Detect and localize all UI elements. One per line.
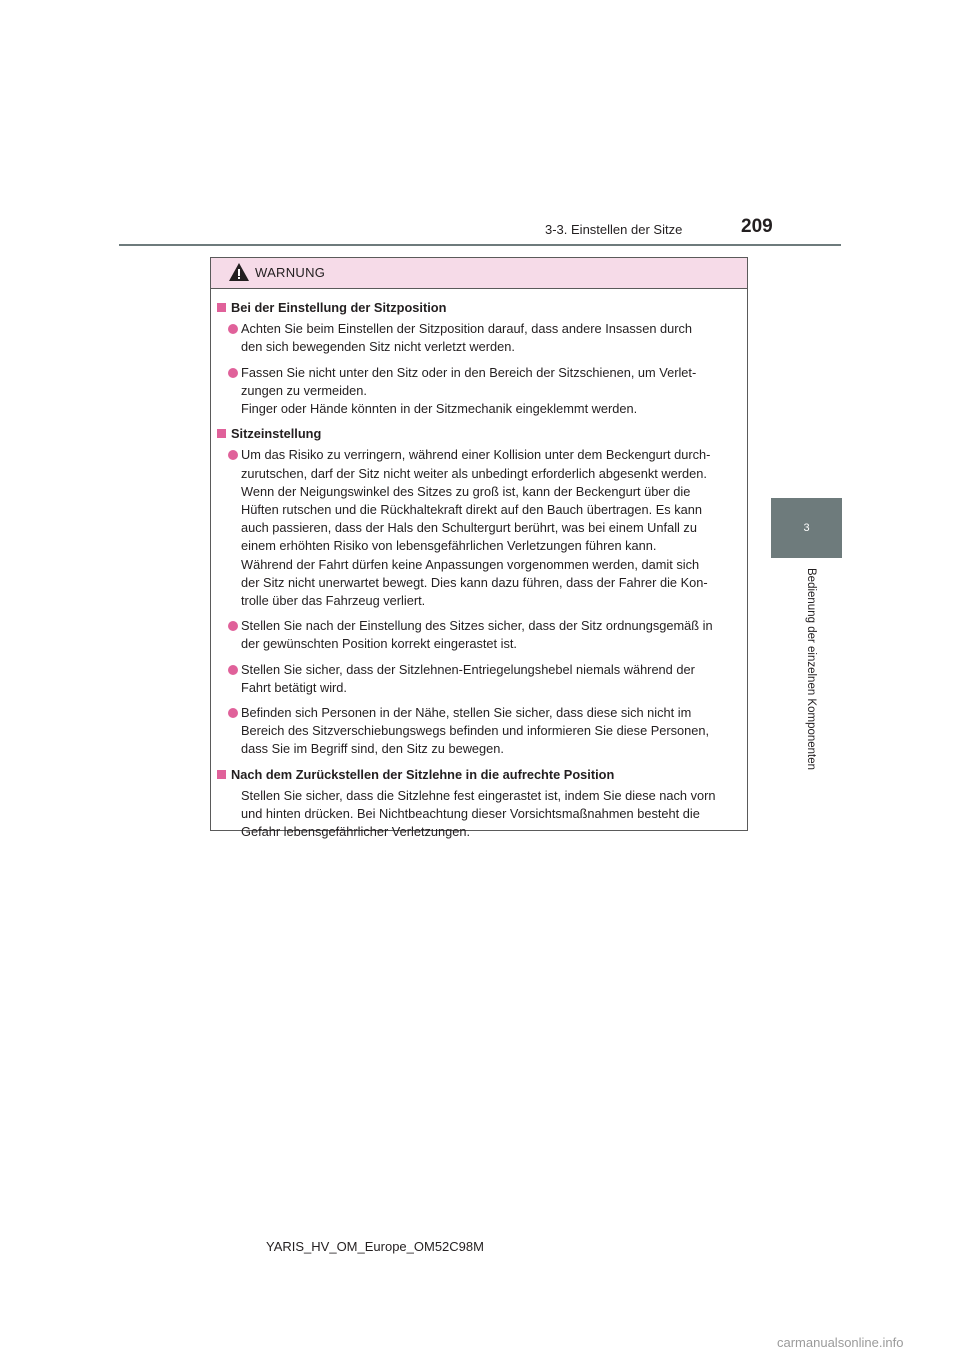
warning-bullet bbox=[216, 704, 741, 759]
section-marker-icon bbox=[217, 303, 226, 312]
text-line: Fahrt betätigt wird. bbox=[241, 679, 347, 695]
text-line: der gewünschten Position korrekt eingerastet ist. bbox=[241, 636, 517, 652]
page-number: 209 bbox=[741, 216, 773, 237]
text-line: Stellen Sie sicher, dass die Sitzlehne fest eingerastet ist, indem Sie diese nach vorn bbox=[241, 787, 716, 803]
bullet-dot-icon bbox=[228, 621, 238, 631]
warning-bullet bbox=[216, 617, 741, 653]
warning-title: WARNUNG bbox=[255, 265, 326, 280]
section-marker-icon bbox=[217, 429, 226, 438]
section-heading bbox=[216, 766, 741, 784]
section-heading-text: Nach dem Zurückstellen der Sitzlehne in die aufrechte Position bbox=[231, 766, 615, 782]
watermark: carmanualsonline.info bbox=[777, 1335, 904, 1350]
text-line: Um das Risiko zu verringern, während einer Kollision unter dem Beckengurt durch- bbox=[241, 447, 711, 463]
text-line: auch passieren, dass der Hals den Schultergurt berührt, was bei einem Unfall zu bbox=[241, 520, 697, 536]
bullet-dot-icon bbox=[228, 368, 238, 378]
warning-bullet bbox=[216, 320, 741, 356]
text-line: der Sitz nicht unerwartet bewegt. Dies kann dazu führen, dass der Fahrer die Kon- bbox=[241, 574, 708, 590]
text-line: Finger oder Hände könnten in der Sitzmechanik eingeklemmt werden. bbox=[241, 401, 638, 417]
section-heading bbox=[216, 425, 741, 443]
text-line: Gefahr lebensgefährlicher Verletzungen. bbox=[241, 824, 471, 840]
bullet-dot-icon bbox=[228, 324, 238, 334]
bullet-dot-icon bbox=[228, 450, 238, 460]
text-line: Achten Sie beim Einstellen der Sitzposition darauf, dass andere Insassen durch bbox=[241, 321, 692, 337]
text-line: den sich bewegenden Sitz nicht verletzt werden. bbox=[241, 339, 515, 355]
text-line: Während der Fahrt dürfen keine Anpassungen vorgenommen werden, damit sich bbox=[241, 556, 700, 572]
text-line: und hinten drücken. Bei Nichtbeachtung dieser Vorsichtsmaßnahmen besteht die bbox=[241, 806, 700, 822]
warning-bullet bbox=[216, 364, 741, 419]
section-paragraph bbox=[216, 787, 741, 842]
text-line: Fassen Sie nicht unter den Sitz oder in den Bereich der Sitzschienen, um Verlet- bbox=[241, 364, 697, 380]
header-divider bbox=[119, 244, 841, 246]
text-line: zurutschen, darf der Sitz nicht weiter als unbedingt erforderlich abgesenkt werden. bbox=[241, 465, 707, 481]
text-line: Befinden sich Personen in der Nähe, stellen Sie sicher, dass diese sich nicht im bbox=[241, 705, 692, 721]
bullet-dot-icon bbox=[228, 665, 238, 675]
warning-triangle-icon bbox=[228, 262, 250, 282]
section-heading bbox=[216, 299, 741, 317]
section-heading-text: Bei der Einstellung der Sitzposition bbox=[231, 300, 447, 315]
text-line: Stellen Sie nach der Einstellung des Sitzes sicher, dass der Sitz ordnungsgemäß in bbox=[241, 618, 713, 634]
warning-box bbox=[210, 257, 748, 840]
text-line: einem erhöhten Risiko von lebensgefährlichen Verletzungen führen kann. bbox=[241, 538, 657, 554]
text-line: dass Sie im Begriff sind, den Sitz zu bewegen. bbox=[241, 741, 504, 757]
warning-bullet bbox=[216, 661, 741, 697]
text-line: Bereich des Sitzverschiebungswegs befinden und informieren Sie diese Personen, bbox=[241, 723, 710, 739]
chapter-number: 3 bbox=[803, 522, 810, 534]
text-line: trolle über das Fahrzeug verliert. bbox=[241, 593, 426, 609]
text-line: Hüften rutschen und die Rückhaltekraft direkt auf den Bauch übertragen. Es kann bbox=[241, 502, 702, 518]
text-line: zungen zu vermeiden. bbox=[241, 382, 367, 398]
chapter-tab bbox=[771, 498, 842, 558]
bullet-dot-icon bbox=[228, 708, 238, 718]
chapter-label: Bedienung der einzelnen Komponenten bbox=[805, 568, 817, 771]
text-line: Wenn der Neigungswinkel des Sitzes zu groß ist, kann der Beckengurt über die bbox=[241, 483, 691, 499]
text-line: Stellen Sie sicher, dass der Sitzlehnen-Entriegelungshebel niemals während der bbox=[241, 661, 695, 677]
document-id: YARIS_HV_OM_Europe_OM52C98M bbox=[266, 1239, 484, 1254]
section-title: 3-3. Einstellen der Sitze bbox=[545, 222, 683, 237]
warning-body bbox=[211, 289, 747, 841]
warning-header bbox=[211, 258, 747, 289]
section-marker-icon bbox=[217, 770, 226, 779]
warning-bullet bbox=[216, 446, 741, 610]
section-heading-text: Sitzeinstellung bbox=[231, 426, 322, 442]
